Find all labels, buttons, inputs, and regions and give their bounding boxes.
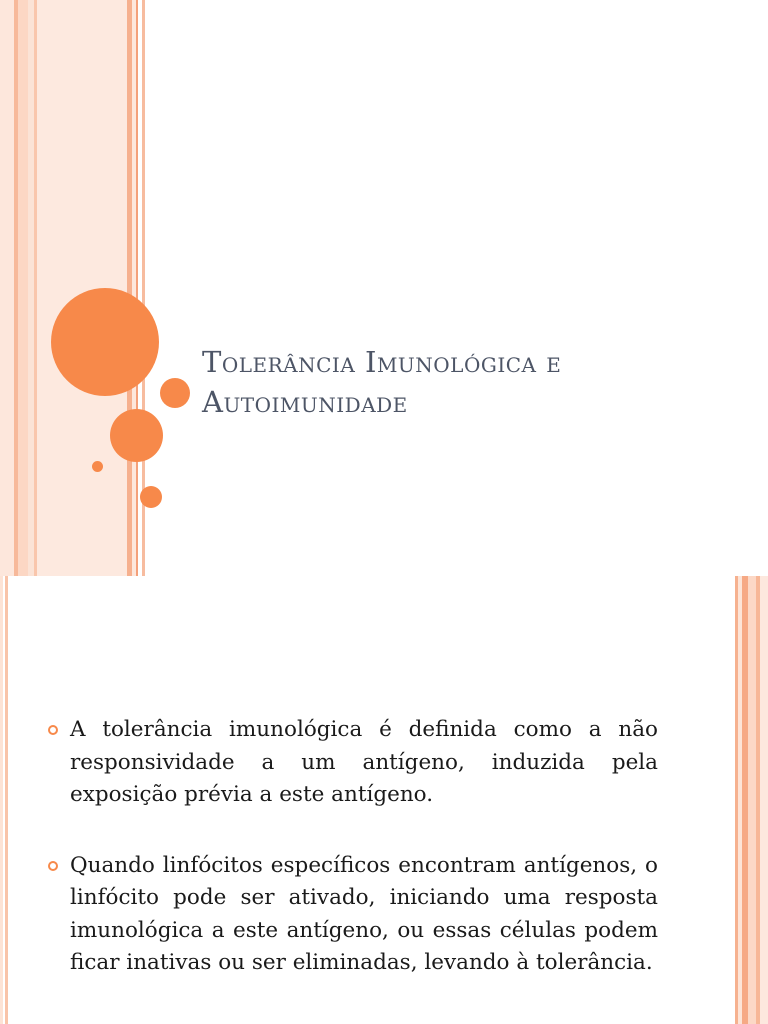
bullet-item [46,714,658,812]
bullet-list [46,714,658,1018]
circle-bullet-icon [48,725,58,735]
decorative-circle-medium [110,409,163,462]
decorative-stripe [18,0,28,576]
decorative-stripe [748,576,756,1024]
title-line-1: Tolerância Imunológica e [202,345,562,379]
decorative-circle-large [51,288,159,396]
decorative-stripe [0,576,3,1024]
decorative-stripe [5,576,8,1024]
bullet-item [46,850,658,980]
circle-bullet-icon [48,861,58,871]
decorative-stripe [136,0,138,576]
slide-title [202,342,722,422]
decorative-stripe [0,0,14,576]
decorative-circle-tiny [92,461,103,472]
decorative-circle-small [140,486,162,508]
bullet-text: Quando linfócitos específicos encontram antígenos, o linfócito pode ser ativado, iniciando uma resposta imunológica a este antígeno, ou essas células podem ficar inativas ou ser eliminadas, levando à tolerância. [70,852,658,975]
title-line-2: Autoimunidade [202,385,408,419]
content-slide [0,576,768,1024]
bullet-text: A tolerância imunológica é definida como a não responsividade a um antígeno, induzida pela exposição prévia a este antígeno. [70,717,658,807]
decorative-stripe [760,576,768,1024]
decorative-circle-small [160,378,190,408]
